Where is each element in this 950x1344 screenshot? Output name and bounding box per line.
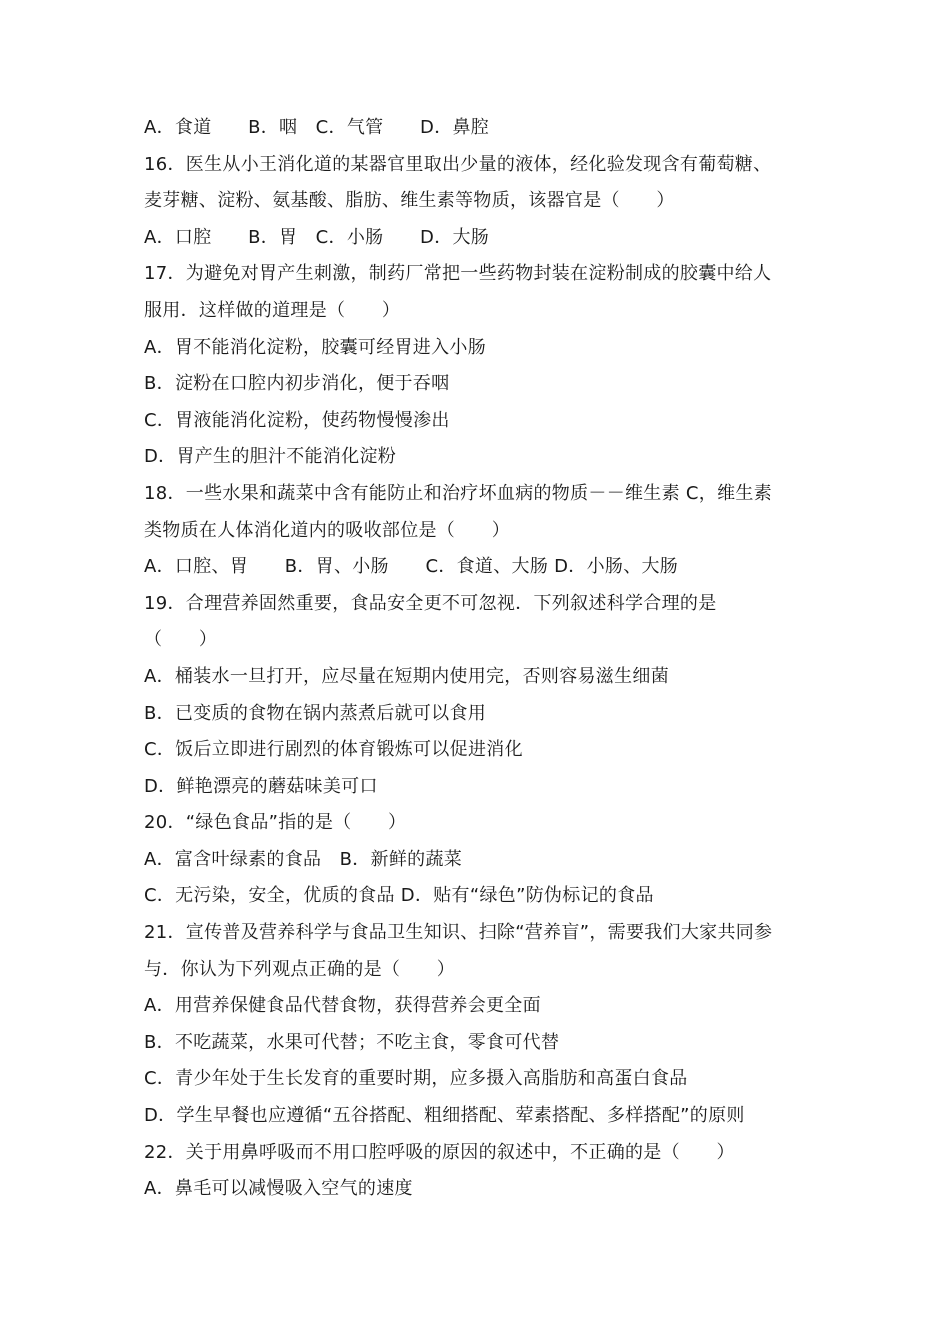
option-a-q17: A．胃不能消化淀粉，胶囊可经胃进入小肠: [144, 336, 487, 358]
option-d-q17: D．胃产生的胆汁不能消化淀粉: [144, 446, 397, 468]
option-a-q21: A．用营养保健食品代替食物，获得营养会更全面: [144, 995, 541, 1017]
question-16-stem-cont: 麦芽糖、淀粉、氨基酸、脂肪、维生素等物质，该器官是（ ）: [144, 190, 675, 212]
option-line-q18: A．口腔、胃 B．胃、小肠 C．食道、大肠 D．小肠、大肠: [144, 556, 679, 578]
question-18-stem: 18．一些水果和蔬菜中含有能防止和治疗坏血病的物质－－维生素 C，维生素: [144, 482, 772, 504]
option-line-q16: A．口腔 B．胃 C．小肠 D．大肠: [144, 226, 490, 248]
option-ab-q20: A．富含叶绿素的食品 B．新鲜的蔬菜: [144, 848, 463, 870]
option-c-q19: C．饭后立即进行剧烈的体育锻炼可以促进消化: [144, 739, 523, 761]
option-a-q19: A．桶装水一旦打开，应尽量在短期内使用完，否则容易滋生细菌: [144, 665, 670, 687]
question-18-stem-cont: 类物质在人体消化道内的吸收部位是（ ）: [144, 519, 510, 541]
option-b-q17: B．淀粉在口腔内初步消化，便于吞咽: [144, 373, 450, 395]
question-19-stem: 19．合理营养固然重要，食品安全更不可忽视．下列叙述科学合理的是: [144, 592, 717, 614]
option-d-q21: D．学生早餐也应遵循“五谷搭配、粗细搭配、荤素搭配、多样搭配”的原则: [144, 1105, 745, 1127]
option-b-q19: B．已变质的食物在锅内蒸煮后就可以食用: [144, 702, 487, 724]
option-b-q21: B．不吃蔬菜，水果可代替；不吃主食，零食可代替: [144, 1031, 560, 1053]
option-cd-q20: C．无污染，安全，优质的食品 D．贴有“绿色”防伪标记的食品: [144, 885, 654, 907]
question-20-stem: 20．“绿色食品”指的是（ ）: [144, 812, 407, 834]
option-a-q22: A．鼻毛可以减慢吸入空气的速度: [144, 1178, 413, 1200]
option-c-q17: C．胃液能消化淀粉，使药物慢慢渗出: [144, 409, 450, 431]
question-19-stem-cont: （ ）: [144, 629, 218, 651]
question-16-stem: 16．医生从小王消化道的某器官里取出少量的液体，经化验发现含有葡萄糖、: [144, 153, 772, 175]
question-17-stem-cont: 服用．这样做的道理是（ ）: [144, 299, 401, 321]
question-17-stem: 17．为避免对胃产生刺激，制药厂常把一些药物封装在淀粉制成的胶囊中给人: [144, 263, 772, 285]
question-22-stem: 22．关于用鼻呼吸而不用口腔呼吸的原因的叙述中，不正确的是（ ）: [144, 1141, 735, 1163]
option-line-q15: A．食道 B．咽 C．气管 D．鼻腔: [144, 117, 490, 138]
question-21-stem-cont: 与．你认为下列观点正确的是（ ）: [144, 958, 456, 980]
option-c-q21: C．青少年处于生长发育的重要时期，应多摄入高脂肪和高蛋白食品: [144, 1068, 688, 1090]
question-21-stem: 21．宣传普及营养科学与食品卫生知识、扫除“营养盲”，需要我们大家共同参: [144, 922, 773, 944]
option-d-q19: D．鲜艳漂亮的蘑菇味美可口: [144, 775, 378, 797]
question-text: [144, 110, 814, 1208]
